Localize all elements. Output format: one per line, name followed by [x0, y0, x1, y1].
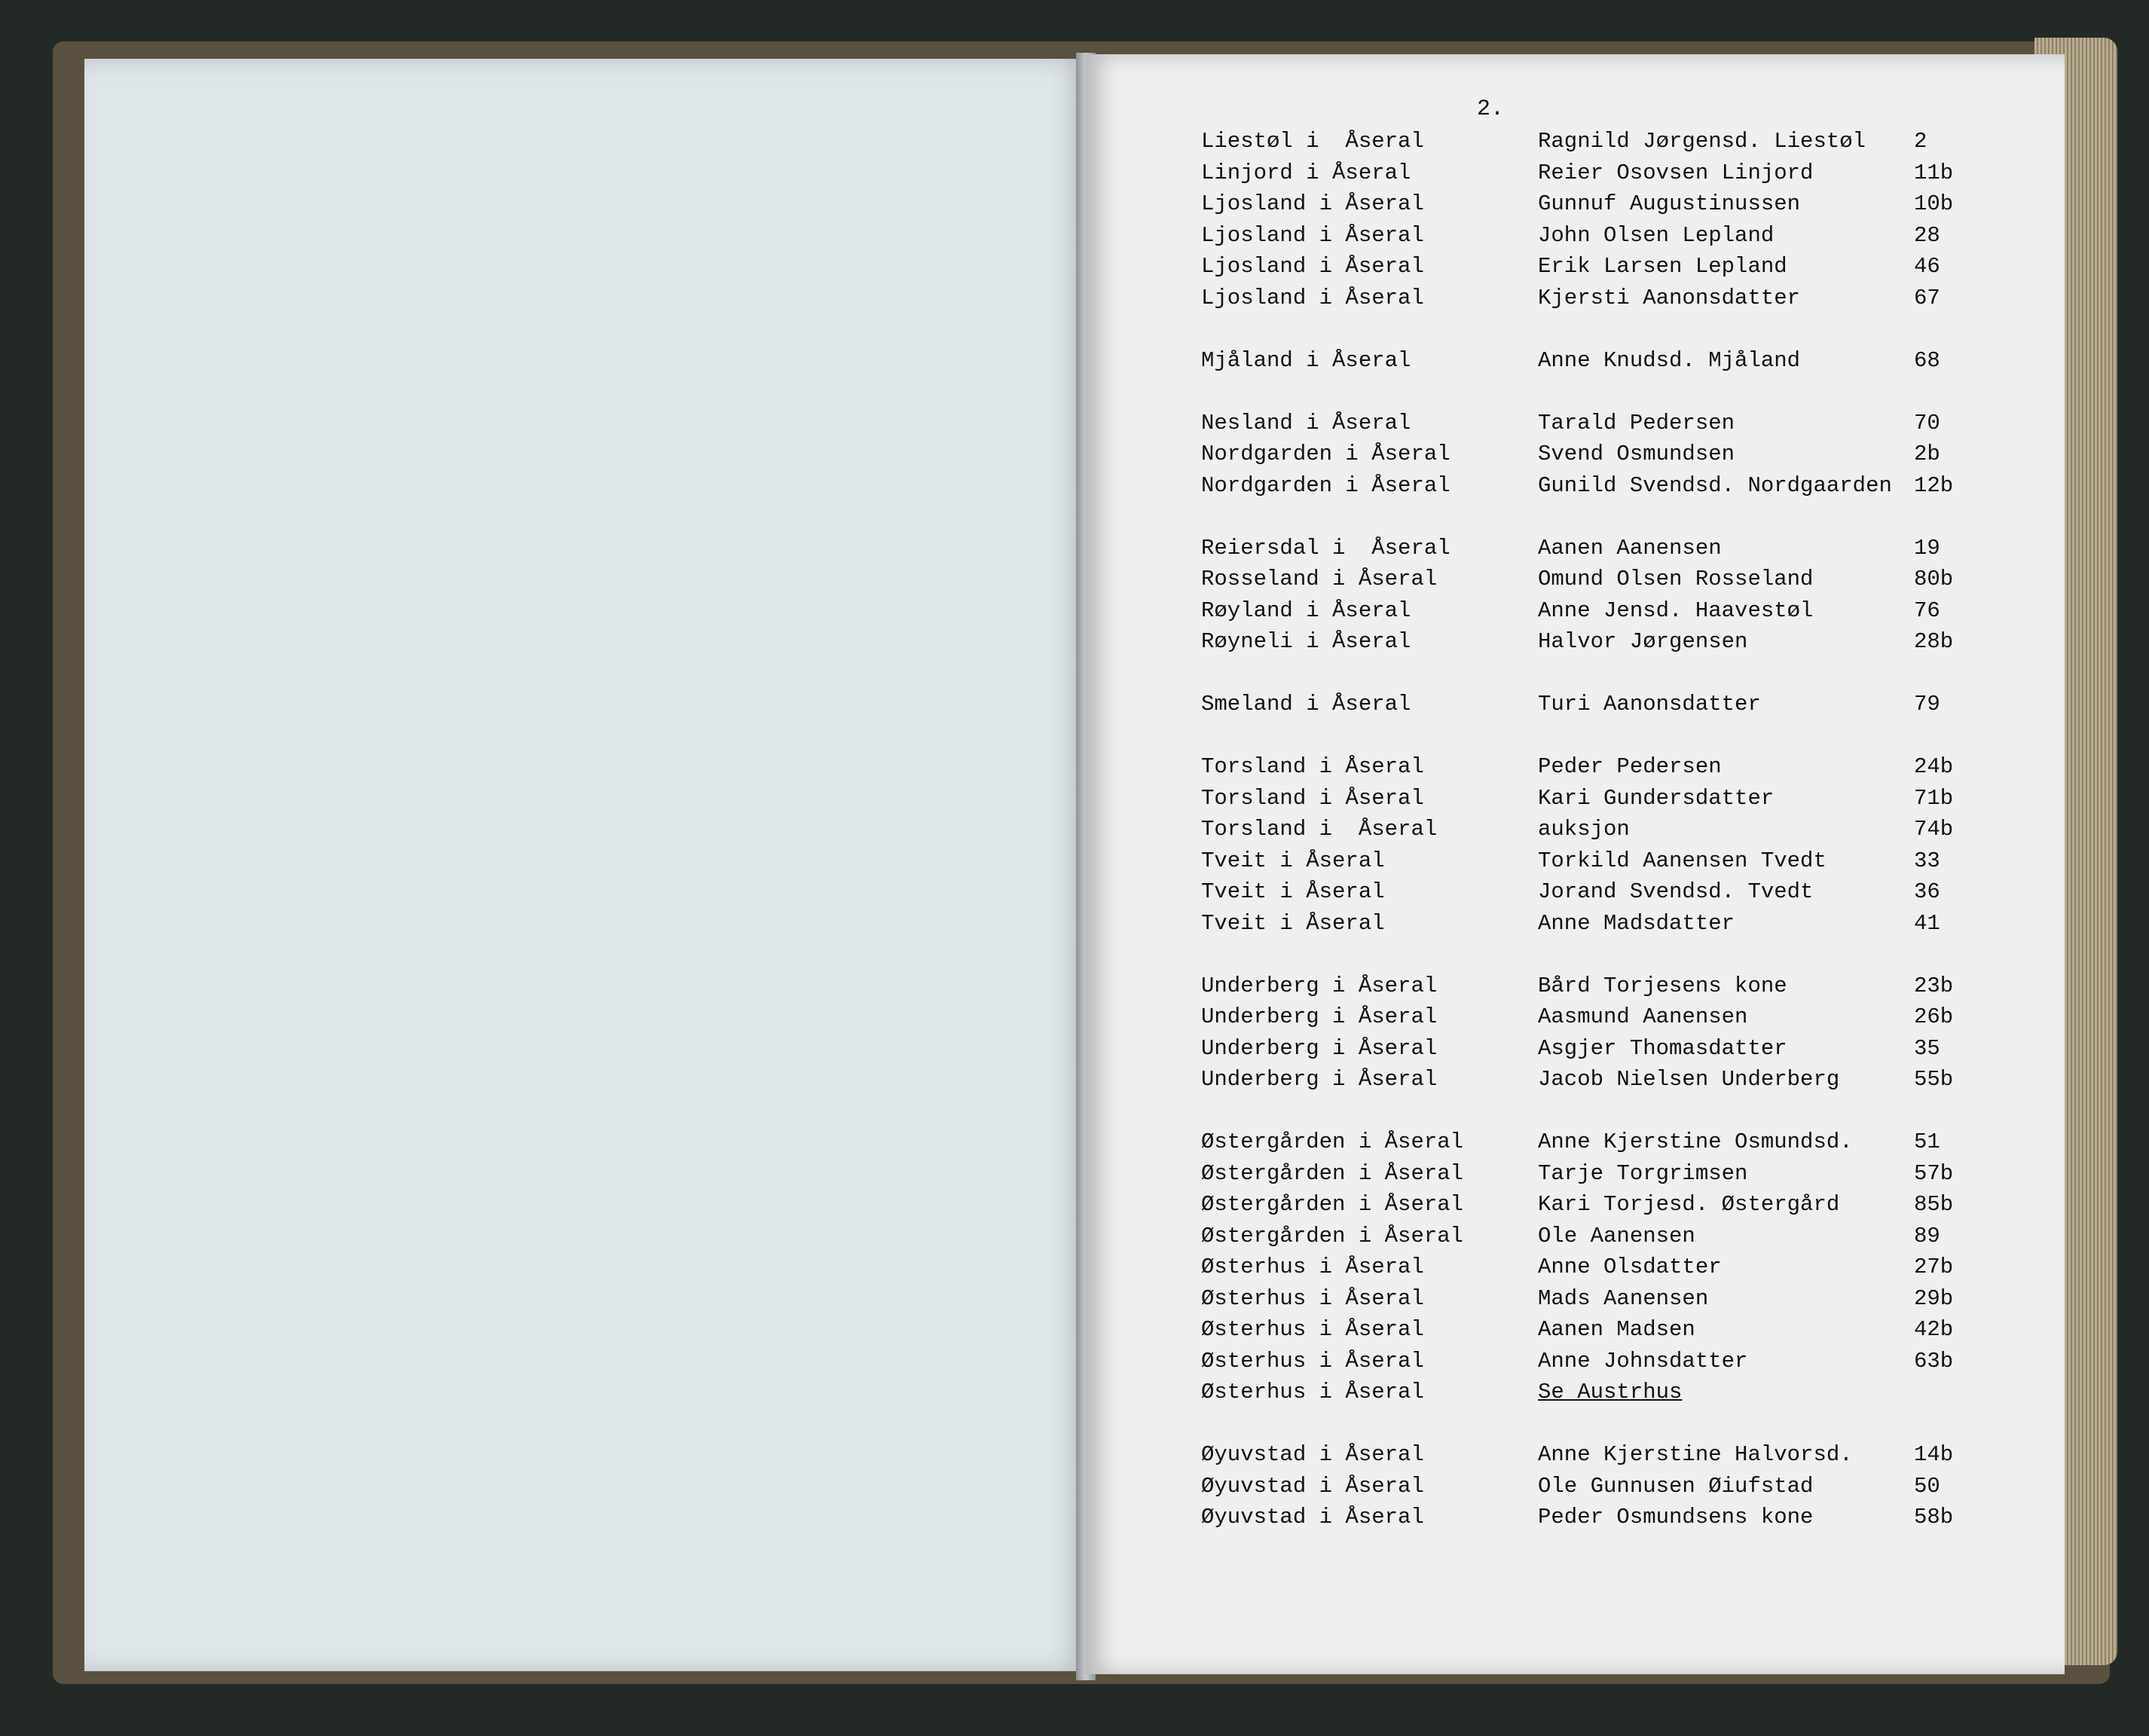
page-reference: 2b [1914, 442, 1940, 466]
person-name: Anne Olsdatter [1538, 1255, 1722, 1279]
page-reference: 67 [1914, 285, 1940, 310]
register-row [1201, 1004, 2000, 1036]
person-name: Reier Osovsen Linjord [1538, 160, 1814, 185]
place-name: Nordgarden i Åseral [1201, 472, 1450, 498]
register-row [1201, 817, 2000, 848]
page-reference: 33 [1914, 848, 1940, 873]
register-row [1201, 1192, 2000, 1224]
page-reference: 2 [1914, 129, 1927, 154]
page-reference: 29b [1914, 1285, 1954, 1311]
page-reference: 41 [1914, 910, 1940, 936]
place-name: Øyuvstad i Åseral [1201, 1442, 1424, 1467]
register-row [1201, 1505, 2000, 1536]
person-name: Bård Torjesens kone [1538, 973, 1787, 998]
person-name: Kjersti Aanonsdatter [1538, 285, 1801, 310]
place-name: Østergården i Åseral [1201, 1192, 1464, 1217]
person-name: Halvor Jørgensen [1538, 629, 1748, 654]
page-reference: 70 [1914, 410, 1940, 436]
page-reference: 12b [1914, 472, 1954, 498]
place-name: Øyuvstad i Åseral [1201, 1505, 1424, 1530]
page-reference: 14b [1914, 1442, 1954, 1467]
page-reference: 68 [1914, 347, 1940, 373]
register-row [1201, 1349, 2000, 1380]
register-row [1201, 411, 2000, 442]
person-name: auksjon [1538, 817, 1630, 842]
page-reference: 79 [1914, 692, 1940, 717]
register-row [1201, 1380, 2000, 1411]
person-name: Aanen Madsen [1538, 1317, 1695, 1342]
page-reference: 85b [1914, 1192, 1954, 1217]
person-name: Jorand Svendsd. Tvedt [1538, 879, 1814, 904]
page-reference: 50 [1914, 1473, 1940, 1499]
register-row [1201, 879, 2000, 911]
register-row [1201, 191, 2000, 223]
page-reference: 11b [1914, 160, 1954, 185]
person-name: Erik Larsen Lepland [1538, 254, 1787, 279]
place-name: Røyneli i Åseral [1201, 629, 1411, 654]
person-name: Tarald Pedersen [1538, 410, 1735, 436]
place-name: Østergården i Åseral [1201, 1160, 1464, 1186]
page-reference: 89 [1914, 1223, 1940, 1249]
page-reference: 76 [1914, 598, 1940, 623]
person-name: Gunnuf Augustinussen [1538, 191, 1801, 216]
place-name: Tveit i Åseral [1201, 848, 1385, 873]
page-reference: 27b [1914, 1255, 1954, 1279]
place-name: Liestøl i Åseral [1201, 129, 1424, 154]
register-row [1201, 442, 2000, 473]
register-row [1201, 1067, 2000, 1099]
place-name: Ljosland i Åseral [1201, 285, 1424, 310]
person-name: Anne Johnsdatter [1538, 1348, 1748, 1374]
register-row [1201, 348, 2000, 380]
register-row [1201, 1442, 2000, 1474]
register-row [1201, 223, 2000, 255]
place-name: Mjåland i Åseral [1201, 347, 1411, 373]
page-reference: 58b [1914, 1505, 1954, 1530]
register-row [1201, 786, 2000, 818]
page-reference: 26b [1914, 1004, 1954, 1029]
page-reference: 42b [1914, 1317, 1954, 1342]
person-name: Torkild Aanensen Tvedt [1538, 848, 1826, 873]
person-name: Anne Kjerstine Halvorsd. [1538, 1442, 1853, 1467]
register-row [1201, 536, 2000, 567]
person-name: Turi Aanonsdatter [1538, 692, 1761, 717]
page-reference: 35 [1914, 1035, 1940, 1061]
place-name: Underberg i Åseral [1201, 1035, 1438, 1061]
person-name: Ole Aanensen [1538, 1223, 1695, 1249]
person-name: Se Austrhus [1538, 1380, 1683, 1404]
place-name: Tveit i Åseral [1201, 879, 1385, 904]
person-name: Mads Aanensen [1538, 1285, 1709, 1311]
register-row [1201, 1255, 2000, 1286]
place-name: Tveit i Åseral [1201, 910, 1385, 936]
place-name: Nordgarden i Åseral [1201, 442, 1450, 466]
person-name: Gunild Svendsd. Nordgaarden [1538, 472, 1892, 498]
place-name: Østerhus i Åseral [1201, 1380, 1424, 1404]
place-name: Østerhus i Åseral [1201, 1285, 1424, 1311]
page-reference: 28 [1914, 222, 1940, 248]
place-name: Nesland i Åseral [1201, 410, 1411, 436]
register-row [1201, 629, 2000, 661]
place-name: Østergården i Åseral [1201, 1223, 1464, 1249]
place-name: Røyland i Åseral [1201, 598, 1411, 623]
place-name: Smeland i Åseral [1201, 692, 1411, 717]
register-row [1201, 1474, 2000, 1505]
page-reference: 55b [1914, 1067, 1954, 1092]
place-name: Østergården i Åseral [1201, 1129, 1464, 1154]
place-name: Linjord i Åseral [1201, 160, 1411, 185]
register-row [1201, 1286, 2000, 1318]
person-name: Anne Kjerstine Osmundsd. [1538, 1129, 1853, 1154]
register-row [1201, 254, 2000, 286]
person-name: Tarje Torgrimsen [1538, 1160, 1748, 1186]
page-reference: 28b [1914, 629, 1954, 654]
person-name: Asgjer Thomasdatter [1538, 1035, 1787, 1061]
page-reference: 51 [1914, 1129, 1940, 1154]
bleed-through-text [84, 59, 1085, 1671]
person-name: Anne Knudsd. Mjåland [1538, 347, 1801, 373]
person-name: Anne Madsdatter [1538, 910, 1735, 936]
place-name: Rosseland i Åseral [1201, 567, 1438, 591]
register-entries [1201, 129, 2000, 1536]
place-name: Ljosland i Åseral [1201, 191, 1424, 216]
register-row [1201, 473, 2000, 505]
place-name: Underberg i Åseral [1201, 1004, 1438, 1029]
page-reference: 23b [1914, 973, 1954, 998]
page-reference: 57b [1914, 1160, 1954, 1186]
person-name: John Olsen Lepland [1538, 222, 1775, 248]
person-name: Svend Osmundsen [1538, 442, 1735, 466]
register-row [1201, 1317, 2000, 1349]
register-row [1201, 160, 2000, 192]
place-name: Ljosland i Åseral [1201, 254, 1424, 279]
page-reference: 24b [1914, 754, 1954, 779]
place-name: Østerhus i Åseral [1201, 1348, 1424, 1374]
register-row [1201, 754, 2000, 786]
person-name: Omund Olsen Rosseland [1538, 567, 1814, 591]
register-row [1201, 286, 2000, 317]
register-row [1201, 1129, 2000, 1161]
person-name: Kari Gundersdatter [1538, 785, 1775, 811]
place-name: Torsland i Åseral [1201, 785, 1424, 811]
register-row [1201, 1036, 2000, 1068]
page-reference: 80b [1914, 567, 1954, 591]
page-reference: 63b [1914, 1348, 1954, 1374]
page-reference: 46 [1914, 254, 1940, 279]
register-row [1201, 129, 2000, 160]
person-name: Peder Pedersen [1538, 754, 1722, 779]
register-row [1201, 598, 2000, 630]
register-row [1201, 911, 2000, 943]
place-name: Reiersdal i Åseral [1201, 535, 1450, 561]
place-name: Ljosland i Åseral [1201, 222, 1424, 248]
place-name: Underberg i Åseral [1201, 973, 1438, 998]
page-reference: 10b [1914, 191, 1954, 216]
page-reference: 19 [1914, 535, 1940, 561]
person-name: Ole Gunnusen Øiufstad [1538, 1473, 1814, 1499]
person-name: Aanen Aanensen [1538, 535, 1722, 561]
register-row [1201, 567, 2000, 598]
left-page [84, 59, 1085, 1671]
register-row [1201, 1224, 2000, 1255]
place-name: Østerhus i Åseral [1201, 1255, 1424, 1279]
page-reference: 74b [1914, 817, 1954, 842]
page-reference: 36 [1914, 879, 1940, 904]
register-row [1201, 973, 2000, 1005]
place-name: Østerhus i Åseral [1201, 1317, 1424, 1342]
register-row [1201, 692, 2000, 723]
place-name: Underberg i Åseral [1201, 1067, 1438, 1092]
person-name: Anne Jensd. Haavestøl [1538, 598, 1814, 623]
place-name: Torsland i Åseral [1201, 754, 1424, 779]
person-name: Jacob Nielsen Underberg [1538, 1067, 1840, 1092]
page-reference: 71b [1914, 785, 1954, 811]
person-name: Kari Torjesd. Østergård [1538, 1192, 1840, 1217]
person-name: Aasmund Aanensen [1538, 1004, 1748, 1029]
register-row [1201, 848, 2000, 880]
place-name: Øyuvstad i Åseral [1201, 1473, 1424, 1499]
person-name: Peder Osmundsens kone [1538, 1505, 1814, 1530]
register-row [1201, 1161, 2000, 1193]
page-number: 2. [1477, 96, 1505, 122]
place-name: Torsland i Åseral [1201, 817, 1438, 842]
person-name: Ragnild Jørgensd. Liestøl [1538, 129, 1866, 154]
